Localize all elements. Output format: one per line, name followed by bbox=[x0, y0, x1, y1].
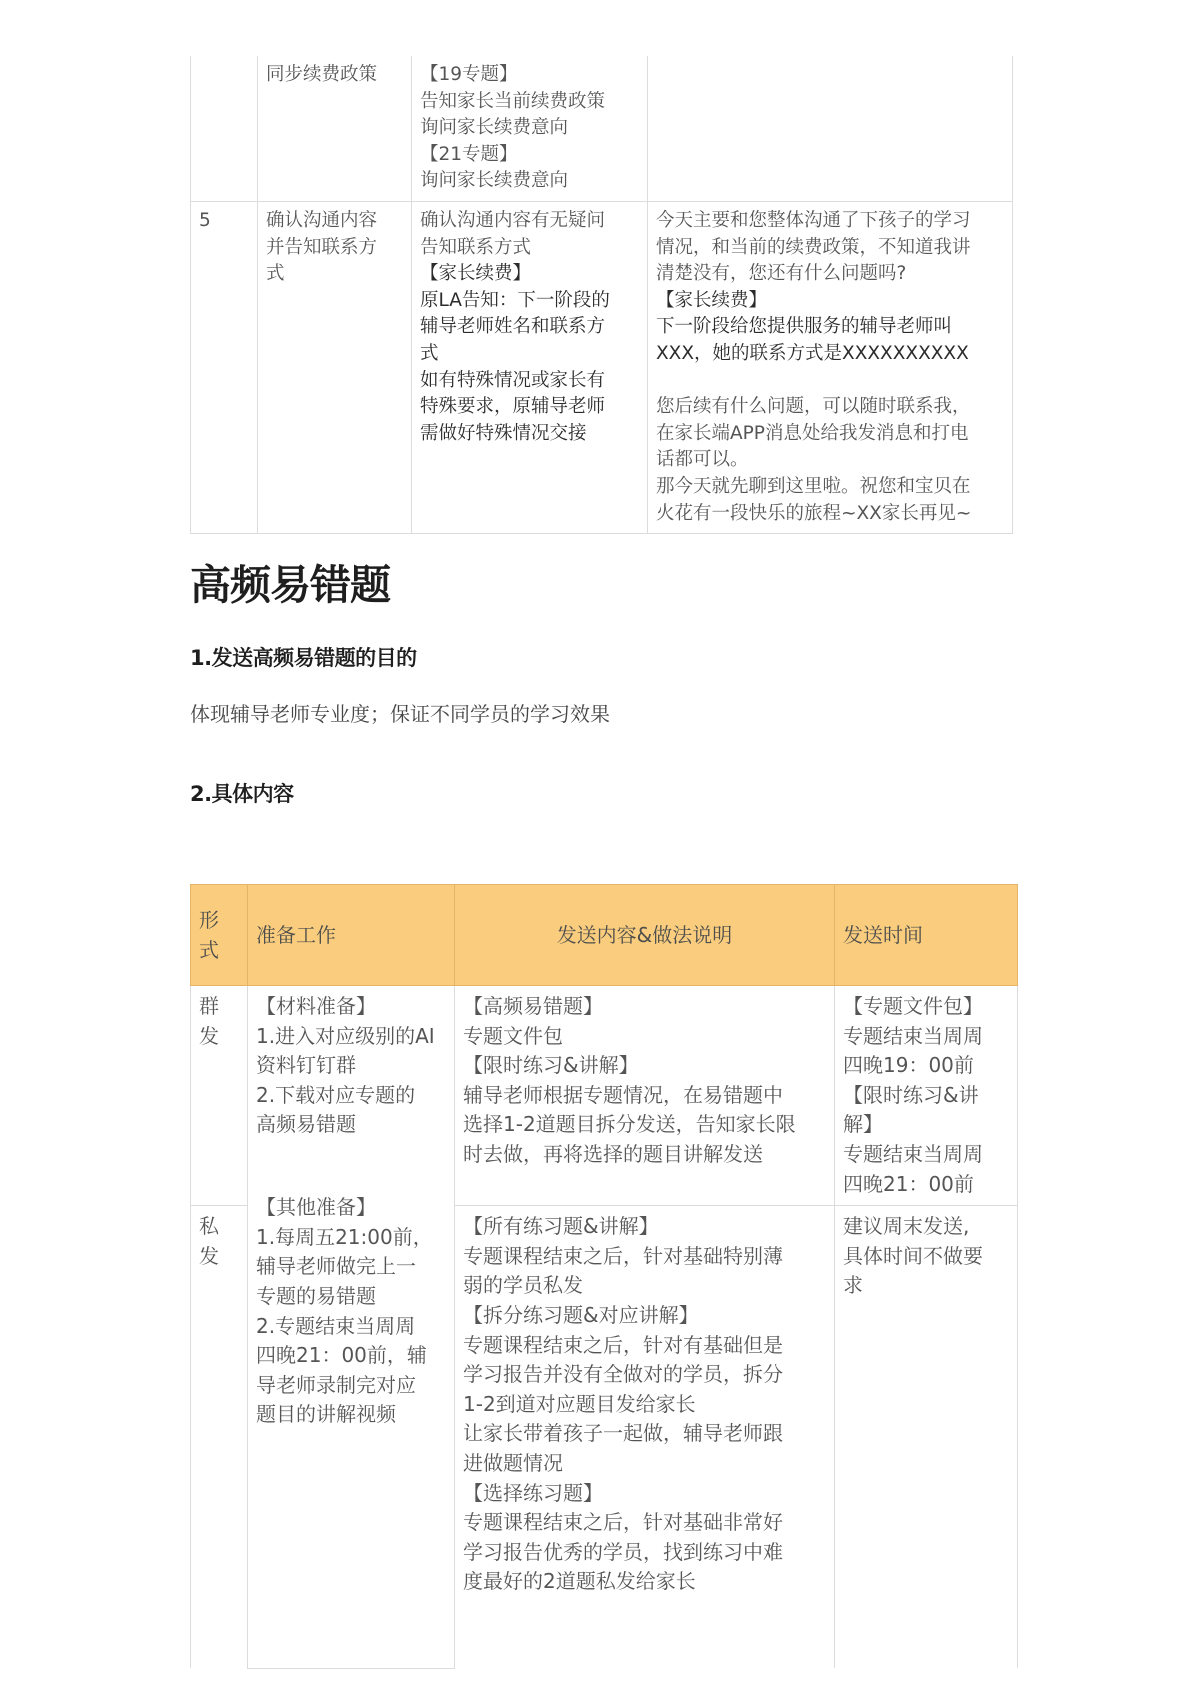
step-name-cell: 同步续费政策 bbox=[258, 56, 412, 201]
form-cell: 群 发 bbox=[191, 986, 248, 1206]
blank-line bbox=[256, 1140, 446, 1167]
header-time: 发送时间 bbox=[835, 885, 1018, 986]
purpose-heading: 1.发送高频易错题的目的 bbox=[190, 646, 417, 670]
time-cell: 建议周末发送, 具体时间不做要 求 bbox=[835, 1206, 1018, 1669]
step-number-cell bbox=[191, 56, 258, 201]
table-row bbox=[191, 986, 1018, 1206]
content-cell: 【高频易错题】 专题文件包 【限时练习&讲解】 辅导老师根据专题情况，在易错题中 选择1-2道题目拆分发送，告知家长限 时去做，再将选择的题目讲解发送 bbox=[455, 986, 835, 1206]
script-cell: 今天主要和您整体沟通了下孩子的学习 情况，和当前的续费政策，不知道我讲 清楚没有，您还有什么问题吗? 【家长续费】 下一阶段给您提供服务的辅导老师叫 XXX，她的联系方式是XXXXXXXXXX 您后续有什么问题，可以随时联系我， 在家长端APP消息处给我发消息和打电 话都可以。 那今天就先聊到这里啦。祝您和宝贝在 火花有一段快乐的旅程~XX家长再见~ bbox=[648, 201, 1013, 533]
header-prep: 准备工作 bbox=[248, 885, 455, 986]
step-number-cell: 5 bbox=[191, 201, 258, 533]
table-row bbox=[191, 56, 1013, 201]
table-header-row bbox=[191, 885, 1018, 986]
action-cell: 【19专题】 告知家长当前续费政策 询问家长续费意向 【21专题】 询问家长续费意向 bbox=[412, 56, 648, 201]
header-content: 发送内容&做法说明 bbox=[455, 885, 835, 986]
form-cell: 私 发 bbox=[191, 1206, 248, 1669]
blank-line bbox=[656, 368, 1004, 395]
table-row bbox=[191, 201, 1013, 533]
action-cell: 确认沟通内容有无疑问 告知联系方式 【家长续费】 原LA告知：下一阶段的 辅导老师姓名和联系方 式 如有特殊情况或家长有 特殊要求，原辅导老师 需做好特殊情况交接 bbox=[412, 201, 648, 533]
time-cell: 【专题文件包】 专题结束当周周 四晚19：00前 【限时练习&讲 解】 专题结束当周周 四晚21：00前 bbox=[835, 986, 1018, 1206]
header-form: 形 式 bbox=[191, 885, 248, 986]
prep-cell: 【材料准备】 1.进入对应级别的AI 资料钉钉群 2.下载对应专题的 高频易错题 【其他准备】 1.每周五21:00前， 辅导老师做完上一 专题的易错题 2.专题结束当周周 四晚21：00前，辅 导老师录制完对应 题目的讲解视频 bbox=[248, 986, 455, 1669]
step-name-cell: 确认沟通内容 并告知联系方 式 bbox=[258, 201, 412, 533]
content-heading: 2.具体内容 bbox=[190, 782, 294, 806]
content-table bbox=[190, 884, 1018, 1669]
purpose-text: 体现辅导老师专业度；保证不同学员的学习效果 bbox=[190, 702, 610, 726]
script-table bbox=[190, 56, 1013, 534]
section-title: 高频易错题 bbox=[190, 561, 390, 609]
script-cell bbox=[648, 56, 1013, 201]
content-cell: 【所有练习题&讲解】 专题课程结束之后，针对基础特别薄 弱的学员私发 【拆分练习题&对应讲解】 专题课程结束之后，针对有基础但是 学习报告并没有全做对的学员，拆分 1-2到道对应题目发给家长 让家长带着孩子一起做，辅导老师跟 进做题情况 【选择练习题】 专题课程结束之后，针对基础非常好 学习报告优秀的学员，找到练习中难 度最好的2道题私发给家长 bbox=[455, 1206, 835, 1669]
blank-line bbox=[256, 1167, 446, 1194]
